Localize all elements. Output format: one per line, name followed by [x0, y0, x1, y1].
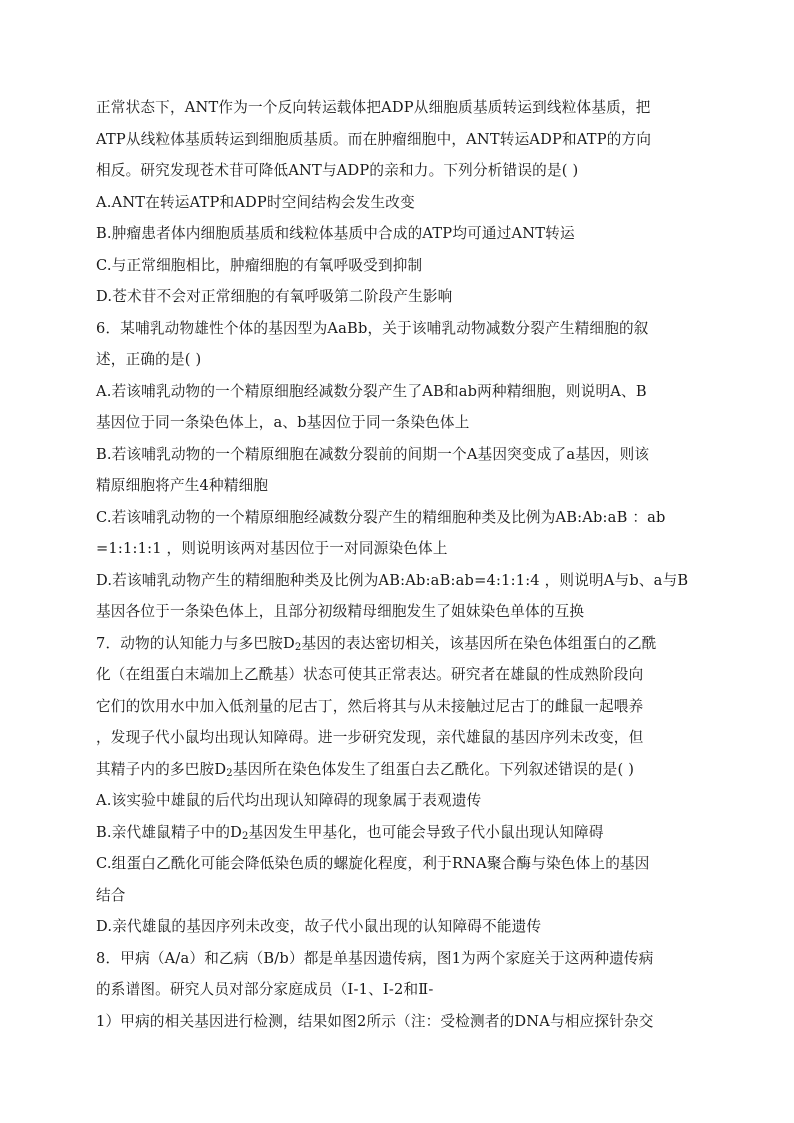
- option-d: D.亲代雄鼠的基因序列未改变，故子代小鼠出现的认知障碍不能遗传: [96, 918, 542, 935]
- subscript: 2: [226, 767, 233, 779]
- option-b: B.若该哺乳动物的一个精原细胞在减数分裂前的间期一个A基因突变成了a基因，则该: [96, 445, 650, 463]
- text-line: 1）甲病的相关基因进行检测，结果如图2所示（注：受检测者的DNA与相应探针杂交: [96, 1012, 654, 1030]
- option-a: A.ANT在转运ATP和ADP时空间结构会发生改变: [96, 193, 415, 211]
- text-line: 述，正确的是( ): [96, 351, 202, 368]
- question-7-stem: [96, 628, 706, 660]
- option-a: A.若该哺乳动物的一个精原细胞经减数分裂产生了AB和ab两种精细胞，则说明A、B: [96, 382, 647, 400]
- text-segment: B.亲代雄鼠精子中的D: [96, 823, 243, 841]
- text-line: ATP从线粒体基质转运到细胞质基质。而在肿瘤细胞中，ANT转运ADP和ATP的方向: [96, 130, 652, 148]
- option-b: B.肿瘤患者体内细胞质基质和线粒体基质中合成的ATP均可通过ANT转运: [96, 225, 575, 242]
- text-segment: 基因的表达密切相关，该基因所在染色体组蛋白的乙酰: [301, 634, 657, 652]
- option-b: [96, 817, 706, 849]
- text-segment: 基因所在染色体发生了组蛋白去乙酰化。下列叙述错误的是( ): [232, 760, 635, 778]
- text-line: =1:1:1:1 ，则说明该两对基因位于一对同源染色体上: [96, 540, 448, 557]
- question-8-stem: 8．甲病（A/a）和乙病（B/b）都是单基因遗传病，图1为两个家庭关于这两种遗传病: [96, 949, 654, 967]
- text-line: 相反。研究发现苍术苷可降低ANT与ADP的亲和力。下列分析错误的是( ): [96, 162, 579, 179]
- subscript: 2: [294, 641, 302, 653]
- option-d: D.苍术苷不会对正常细胞的有氧呼吸第二阶段产生影响: [96, 288, 453, 305]
- text-line: 基因各位于一条染色体上，且部分初级精母细胞发生了姐妹染色单体的互换: [96, 603, 585, 620]
- text-line: 精原细胞将产生4种精细胞: [96, 477, 269, 494]
- text-segment: 其精子内的多巴胺D: [96, 760, 227, 778]
- question-6-stem: 6．某哺乳动物雄性个体的基因型为AaBb，关于该哺乳动物减数分裂产生精细胞的叙: [96, 319, 649, 337]
- text-segment: 7．动物的认知能力与多巴胺D: [96, 634, 295, 652]
- option-c: C.与正常细胞相比，肿瘤细胞的有氧呼吸受到抑制: [96, 256, 423, 274]
- text-line: 的系谱图。研究人员对部分家庭成员（Ⅰ-1、Ⅰ-2和Ⅱ-: [96, 981, 434, 998]
- option-d: D.若该哺乳动物产生的精细胞种类及比例为AB:Ab:aB:ab=4:1:1:4 ，则说明A与b、a与B: [96, 571, 689, 589]
- text-segment: 基因发生甲基化，也可能会导致子代小鼠出现认知障碍: [248, 823, 604, 841]
- text-line: 基因位于同一条染色体上，a、b基因位于同一条染色体上: [96, 414, 470, 431]
- text-line: 结合: [96, 886, 126, 904]
- text-line: [96, 754, 706, 786]
- option-c: C.若该哺乳动物的一个精原细胞经减数分裂产生的精细胞种类及比例为AB:Ab:aB ：ab: [96, 508, 666, 526]
- option-a: A.该实验中雄鼠的后代均出现认知障碍的现象属于表观遗传: [96, 792, 482, 809]
- subscript: 2: [242, 830, 249, 842]
- option-c: C.组蛋白乙酰化可能会降低染色质的螺旋化程度，利于RNA聚合酶与染色体上的基因: [96, 855, 650, 872]
- text-line: 化（在组蛋白末端加上乙酰基）状态可使其正常表达。研究者在雄鼠的性成熟阶段向: [96, 666, 644, 683]
- document-page: [96, 92, 706, 1037]
- text-line: 正常状态下，ANT作为一个反向转运载体把ADP从细胞质基质转运到线粒体基质，把: [96, 99, 651, 116]
- text-line: 它们的饮用水中加入低剂量的尼古丁，然后将其与从未接触过尼古丁的雌鼠一起喂养: [96, 697, 644, 715]
- text-line: ，发现子代小鼠均出现认知障碍。进一步研究发现，亲代雄鼠的基因序列未改变，但: [96, 729, 644, 746]
